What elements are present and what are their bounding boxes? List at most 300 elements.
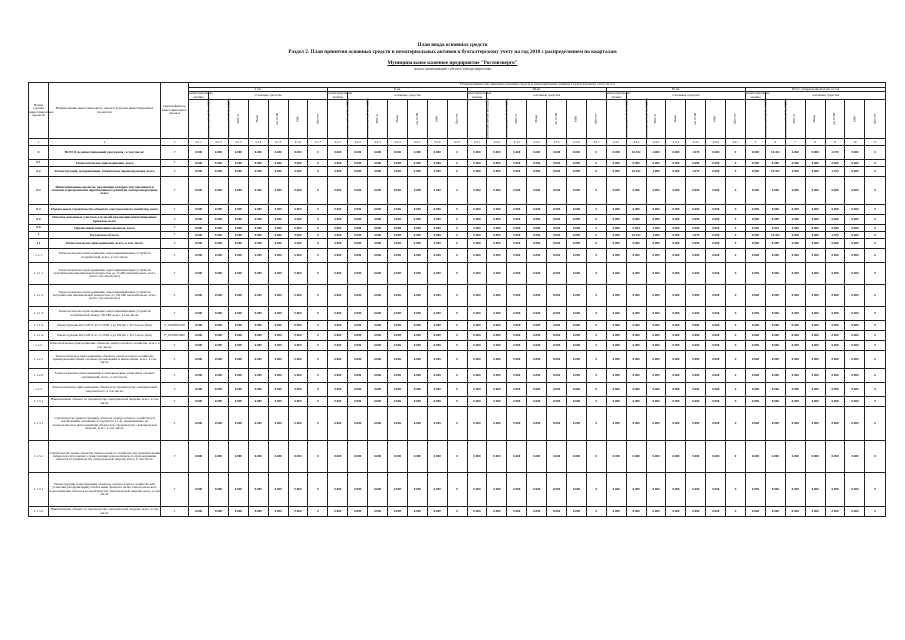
os-total-header: всего (млн рублей без НДС) xyxy=(487,100,507,139)
value-cell: 0.000 xyxy=(507,167,527,177)
value-cell: 0.000 xyxy=(547,232,567,239)
value-cell: 0.000 xyxy=(348,167,368,177)
unit-header: Мвар xyxy=(805,100,825,139)
value-cell: 0.000 xyxy=(208,407,228,441)
column-number: 4.2.4 xyxy=(388,139,408,146)
value-cell: 0.000 xyxy=(328,321,348,331)
value-cell: 0.000 xyxy=(547,285,567,307)
value-cell: 0 xyxy=(865,383,886,397)
value-cell: 0.000 xyxy=(606,507,626,517)
value-cell: 0.000 xyxy=(547,263,567,285)
value-cell: 0.000 xyxy=(626,321,646,331)
value-cell: 0.000 xyxy=(407,341,427,351)
value-cell: 0.000 xyxy=(785,215,805,225)
table-row xyxy=(29,441,886,473)
row-id: Г xyxy=(161,441,189,473)
value-cell: 0 xyxy=(447,441,467,473)
value-cell: 0.000 xyxy=(646,215,666,225)
os-total-header: всего (млн рублей без НДС) xyxy=(765,100,785,139)
unit-header: МВт xyxy=(567,100,587,139)
row-number: 1 xyxy=(29,232,49,239)
value-cell: 0.000 xyxy=(467,331,487,341)
value-cell: 0.000 xyxy=(825,215,845,225)
value-cell: 0.000 xyxy=(348,407,368,441)
value-cell: 0.000 xyxy=(348,351,368,369)
row-number: 1.1 xyxy=(29,239,49,249)
value-cell: 0.000 xyxy=(666,215,686,225)
value-cell: 0.000 xyxy=(467,321,487,331)
row-number: 0 xyxy=(29,146,49,160)
value-cell: 0.000 xyxy=(567,160,587,167)
value-cell: 0.000 xyxy=(407,473,427,507)
value-cell: 0 xyxy=(726,167,746,177)
value-cell: 0.000 xyxy=(507,307,527,321)
value-cell: 0.000 xyxy=(785,331,805,341)
unit-header: км ЛЭП xyxy=(825,100,845,139)
value-cell: 0.000 xyxy=(527,441,547,473)
column-number: 4.2.2 xyxy=(348,139,368,146)
value-cell: 0.000 xyxy=(686,160,706,167)
value-cell: 0.000 xyxy=(268,263,288,285)
value-cell: 0.000 xyxy=(706,177,726,205)
value-cell: 0.000 xyxy=(228,369,248,383)
value-cell: 0.000 xyxy=(507,407,527,441)
value-cell: 0 xyxy=(308,441,328,473)
value-cell: 0 xyxy=(865,177,886,205)
value-cell: 2.070 xyxy=(686,146,706,160)
value-cell: 0.000 xyxy=(427,473,447,507)
value-cell: 0.000 xyxy=(388,441,408,473)
value-cell: 0.000 xyxy=(507,225,527,232)
value-cell: 0.000 xyxy=(189,307,209,321)
value-cell: 0 xyxy=(865,215,886,225)
value-cell: 0.000 xyxy=(427,507,447,517)
value-cell: 0.000 xyxy=(845,507,865,517)
value-cell: 0.000 xyxy=(765,351,785,369)
value-cell: 0.000 xyxy=(427,383,447,397)
value-cell: 0.000 xyxy=(248,441,268,473)
value-cell: 0.000 xyxy=(706,215,726,225)
row-number: 1.1.3.1 xyxy=(29,441,49,473)
value-cell: 0.000 xyxy=(288,397,308,407)
value-cell: 0.000 xyxy=(407,215,427,225)
value-cell: 0.000 xyxy=(388,146,408,160)
value-cell: 0.000 xyxy=(268,167,288,177)
value-cell: 0.000 xyxy=(467,225,487,232)
value-cell: 0.000 xyxy=(646,239,666,249)
value-cell: 0.000 xyxy=(348,331,368,341)
value-cell: 0 xyxy=(726,205,746,215)
value-cell: 0.000 xyxy=(189,441,209,473)
value-cell: 0.000 xyxy=(666,167,686,177)
value-cell: 0.000 xyxy=(805,225,825,232)
value-cell: 0.000 xyxy=(825,177,845,205)
value-cell: 0.000 xyxy=(666,473,686,507)
value-cell: 0.000 xyxy=(328,473,348,507)
value-cell: 0.000 xyxy=(388,407,408,441)
value-cell: 0.000 xyxy=(208,397,228,407)
value-cell: 0.000 xyxy=(288,383,308,397)
value-cell: 0.000 xyxy=(368,383,388,397)
value-cell: 0.000 xyxy=(288,232,308,239)
value-cell: 0.000 xyxy=(706,307,726,321)
value-cell: 0.000 xyxy=(686,407,706,441)
value-cell: 0.000 xyxy=(288,146,308,160)
value-cell: 0.000 xyxy=(825,369,845,383)
value-cell: 0.000 xyxy=(626,397,646,407)
value-cell: 0.000 xyxy=(785,351,805,369)
column-number: 4.2.7 xyxy=(447,139,467,146)
value-cell: 0.000 xyxy=(765,215,785,225)
value-cell: 0.000 xyxy=(268,407,288,441)
row-name: Ростовская область xyxy=(49,232,161,239)
value-cell: 0.000 xyxy=(407,160,427,167)
value-cell: 0.000 xyxy=(765,307,785,321)
row-id: Г xyxy=(161,232,189,239)
value-cell: 0.000 xyxy=(567,321,587,331)
value-cell: 0 xyxy=(726,177,746,205)
value-cell: 0.000 xyxy=(248,239,268,249)
value-cell: 0.000 xyxy=(368,369,388,383)
value-cell: 0.000 xyxy=(189,146,209,160)
value-cell: 0.000 xyxy=(626,331,646,341)
column-number: 9 xyxy=(825,139,845,146)
table-row xyxy=(29,369,886,383)
value-cell: 0.000 xyxy=(407,441,427,473)
value-cell: 0.000 xyxy=(626,205,646,215)
value-cell: 0.000 xyxy=(706,205,726,215)
unit-header: МВ×А xyxy=(785,100,805,139)
value-cell: 0.000 xyxy=(527,369,547,383)
value-cell: 0.000 xyxy=(686,369,706,383)
value-cell: 0.000 xyxy=(686,249,706,263)
value-cell: 0.000 xyxy=(388,351,408,369)
value-cell: 0 xyxy=(586,146,606,160)
value-cell: 0 xyxy=(586,441,606,473)
value-cell: 0.000 xyxy=(746,407,766,441)
value-cell: 0.000 xyxy=(547,167,567,177)
value-cell: 0 xyxy=(586,397,606,407)
value-cell: 0.000 xyxy=(288,507,308,517)
value-cell: 0.000 xyxy=(765,239,785,249)
table-row xyxy=(29,507,886,517)
value-cell: 0.000 xyxy=(666,177,686,205)
value-cell: 0.000 xyxy=(666,341,686,351)
unit-header: Мвар xyxy=(248,100,268,139)
value-cell: 0 xyxy=(447,249,467,263)
value-cell: 2.070 xyxy=(686,232,706,239)
value-cell: 0.000 xyxy=(328,225,348,232)
value-cell: 0.000 xyxy=(228,167,248,177)
company-caption: полное наименование субъекта электроэнергетики xyxy=(413,67,492,71)
row-name: Наименование объекта по производству электрической энергии, всего, в том числе: xyxy=(49,397,161,407)
row-number: 1.1.2.2 xyxy=(29,369,49,383)
value-cell: 0 xyxy=(308,285,328,307)
value-cell: 0.000 xyxy=(567,249,587,263)
value-cell: 0.000 xyxy=(228,321,248,331)
value-cell: 0.000 xyxy=(706,321,726,331)
value-cell: 0.000 xyxy=(248,351,268,369)
nma-total-header: всего (млн рублей без НДС) xyxy=(467,100,487,139)
value-cell: 0.000 xyxy=(805,369,825,383)
value-cell: 0.000 xyxy=(208,263,228,285)
value-cell: 0 xyxy=(586,249,606,263)
value-cell: 0 xyxy=(726,331,746,341)
value-cell: 10.452 xyxy=(626,167,646,177)
row-name: Строительство новых объектов электросетевого хозяйства для удовлетворения интересов сети в целях осуществления технологического присоединения объектов по производству электрической энергии, всего, в том числе: xyxy=(49,441,161,473)
value-cell: 0.000 xyxy=(825,249,845,263)
value-cell: 0 xyxy=(865,407,886,441)
value-cell: 0.000 xyxy=(467,441,487,473)
value-cell: 0.000 xyxy=(845,321,865,331)
column-number: 4.4.7 xyxy=(726,139,746,146)
value-cell: 0.000 xyxy=(626,369,646,383)
value-cell: 0.000 xyxy=(706,369,726,383)
value-cell: 0 xyxy=(447,167,467,177)
value-cell: 0 xyxy=(586,232,606,239)
value-cell: 0.000 xyxy=(427,167,447,177)
value-cell: 0.000 xyxy=(626,341,646,351)
value-cell: 0.000 xyxy=(507,205,527,215)
value-cell: 0.000 xyxy=(746,341,766,351)
value-cell: 0.000 xyxy=(805,239,825,249)
value-cell: 0.000 xyxy=(527,341,547,351)
value-cell: 0.000 xyxy=(268,351,288,369)
value-cell: 0.000 xyxy=(228,263,248,285)
value-cell: 0.000 xyxy=(189,321,209,331)
value-cell: 0.000 xyxy=(805,215,825,225)
value-cell: 0.000 xyxy=(467,205,487,215)
value-cell: 0.000 xyxy=(606,239,626,249)
value-cell: 0.994 xyxy=(765,225,785,232)
value-cell: 0.000 xyxy=(467,407,487,441)
value-cell: 0.000 xyxy=(487,249,507,263)
value-cell: 0.000 xyxy=(368,397,388,407)
section-title: Раздел 2. План принятия основных средств и нематериальных активов к бухгалтерскому учету на год 2018 с распределением по кварталам xyxy=(288,49,617,55)
column-number: 4.3.3 xyxy=(507,139,527,146)
value-cell: 0.000 xyxy=(208,239,228,249)
value-cell: 0.000 xyxy=(507,331,527,341)
value-cell: 0.000 xyxy=(388,215,408,225)
value-cell: 0.000 xyxy=(348,369,368,383)
value-cell: 0.000 xyxy=(706,160,726,167)
value-cell: 0 xyxy=(447,177,467,205)
value-cell: 0 xyxy=(865,341,886,351)
value-cell: 0.000 xyxy=(666,146,686,160)
value-cell: 0.000 xyxy=(189,177,209,205)
nma-header: нематериальные активы xyxy=(467,91,492,99)
value-cell: 0.000 xyxy=(268,383,288,397)
value-cell: 0 xyxy=(586,473,606,507)
value-cell: 0.000 xyxy=(268,146,288,160)
value-cell: 0.000 xyxy=(467,397,487,407)
value-cell: 0 xyxy=(308,321,328,331)
value-cell: 0.000 xyxy=(845,160,865,167)
value-cell: 0.000 xyxy=(845,473,865,507)
value-cell: 0.000 xyxy=(746,177,766,205)
value-cell: 0.000 xyxy=(547,160,567,167)
value-cell: 0 xyxy=(726,146,746,160)
row-number: 1.1.2 xyxy=(29,341,49,351)
value-cell: 0.000 xyxy=(388,285,408,307)
column-number: 7 xyxy=(785,139,805,146)
value-cell: 0.000 xyxy=(407,285,427,307)
value-cell: 0.000 xyxy=(288,369,308,383)
column-number: 5 xyxy=(746,139,766,146)
value-cell: 0.000 xyxy=(606,160,626,167)
value-cell: 0.000 xyxy=(765,407,785,441)
value-cell: 0.000 xyxy=(208,331,228,341)
value-cell: 0 xyxy=(726,507,746,517)
column-number: 4.1.2 xyxy=(208,139,228,146)
value-cell: 0.000 xyxy=(805,205,825,215)
value-cell: 0.000 xyxy=(368,205,388,215)
value-cell: 0.000 xyxy=(328,215,348,225)
value-cell: 0.000 xyxy=(626,473,646,507)
value-cell: 2.070 xyxy=(686,167,706,177)
table-row xyxy=(29,383,886,397)
value-cell: 0.000 xyxy=(845,383,865,397)
value-cell: 0.000 xyxy=(288,160,308,167)
row-name: Технологическое присоединение энергопринимающих устройств потребителей максимальной мощностью до 150 кВт включительно, всего (всего строительство) xyxy=(49,285,161,307)
value-cell: 0.000 xyxy=(507,441,527,473)
value-cell: 0.000 xyxy=(706,351,726,369)
value-cell: 0.000 xyxy=(328,307,348,321)
value-cell: 0.000 xyxy=(189,369,209,383)
value-cell: 0.000 xyxy=(368,507,388,517)
quarter-header-3: III кв. xyxy=(467,87,606,92)
value-cell: 0.000 xyxy=(606,473,626,507)
value-cell: 0.000 xyxy=(765,473,785,507)
value-cell: 0.000 xyxy=(646,507,666,517)
value-cell: 0.000 xyxy=(189,351,209,369)
value-cell: 0.000 xyxy=(606,225,626,232)
value-cell: 0.000 xyxy=(328,441,348,473)
value-cell: 0.000 xyxy=(208,321,228,331)
value-cell: 0.000 xyxy=(626,507,646,517)
value-cell: 0.000 xyxy=(547,473,567,507)
value-cell: 0.000 xyxy=(507,351,527,369)
value-cell: 0.000 xyxy=(348,146,368,160)
value-cell: 0.000 xyxy=(825,397,845,407)
value-cell: 0 xyxy=(447,341,467,351)
value-cell: 0.000 xyxy=(845,331,865,341)
value-cell: 0.000 xyxy=(388,307,408,321)
value-cell: 0.000 xyxy=(328,331,348,341)
row-name: Реконструкция, модернизация, техническое перевооружение, всего xyxy=(49,167,161,177)
value-cell: 0 xyxy=(865,307,886,321)
value-cell: 0.000 xyxy=(348,285,368,307)
value-cell: 0.000 xyxy=(368,473,388,507)
value-cell: 0.000 xyxy=(248,285,268,307)
value-cell: 0 xyxy=(865,263,886,285)
row-id: F_0183002682 xyxy=(161,331,189,341)
value-cell: 0.000 xyxy=(785,369,805,383)
value-cell: 0.000 xyxy=(407,397,427,407)
value-cell: 0.000 xyxy=(845,215,865,225)
value-cell: 0.000 xyxy=(328,341,348,351)
value-cell: 0.000 xyxy=(785,285,805,307)
value-cell: 0.000 xyxy=(388,331,408,341)
value-cell: 0.000 xyxy=(407,331,427,341)
quarter-header-2: II кв. xyxy=(328,87,467,92)
value-cell: 0.000 xyxy=(228,177,248,205)
value-cell: 4.000 xyxy=(785,225,805,232)
value-cell: 0.000 xyxy=(467,146,487,160)
value-cell: 0.000 xyxy=(348,341,368,351)
value-cell: 0 xyxy=(447,351,467,369)
value-cell: 0.000 xyxy=(706,397,726,407)
value-cell: 0.000 xyxy=(487,146,507,160)
value-cell: 0.000 xyxy=(785,177,805,205)
value-cell: 0.000 xyxy=(248,307,268,321)
column-number: 4.1.4 xyxy=(248,139,268,146)
column-number: 10 xyxy=(845,139,865,146)
value-cell: 0.000 xyxy=(189,160,209,167)
value-cell: 0.000 xyxy=(626,285,646,307)
value-cell: 0.000 xyxy=(666,249,686,263)
value-cell: 0 xyxy=(726,249,746,263)
value-cell: 0.000 xyxy=(805,507,825,517)
value-cell: 0.000 xyxy=(268,397,288,407)
value-cell: 0.000 xyxy=(686,341,706,351)
table-row xyxy=(29,177,886,205)
value-cell: 0 xyxy=(447,239,467,249)
unit-header: км ЛЭП xyxy=(268,100,288,139)
value-cell: 0.000 xyxy=(208,285,228,307)
value-cell: 0.000 xyxy=(268,285,288,307)
value-cell: 0.000 xyxy=(706,507,726,517)
value-cell: 0.000 xyxy=(368,160,388,167)
row-number: 1.1.1.3 xyxy=(29,307,49,321)
value-cell: 0.000 xyxy=(646,383,666,397)
value-cell: 0.000 xyxy=(626,177,646,205)
value-cell: 0.000 xyxy=(467,307,487,321)
value-cell: 0.000 xyxy=(487,507,507,517)
value-cell: 0.000 xyxy=(248,225,268,232)
value-cell: 0.000 xyxy=(666,263,686,285)
value-cell: 0.000 xyxy=(487,232,507,239)
value-cell: 0 xyxy=(447,225,467,232)
value-cell: 0.000 xyxy=(746,331,766,341)
value-cell: 0.000 xyxy=(487,473,507,507)
value-cell: 0.000 xyxy=(288,249,308,263)
column-number: 4.1.3 xyxy=(228,139,248,146)
value-cell: 0.000 xyxy=(228,205,248,215)
column-number: 4.2.6 xyxy=(427,139,447,146)
value-cell: 10.452 xyxy=(765,167,785,177)
value-cell: 0.000 xyxy=(189,215,209,225)
value-cell: 0 xyxy=(308,249,328,263)
value-cell: 0.000 xyxy=(348,507,368,517)
value-cell: 0.000 xyxy=(646,285,666,307)
value-cell: 0 xyxy=(447,160,467,167)
value-cell: 0.000 xyxy=(467,351,487,369)
value-cell: 0.000 xyxy=(328,177,348,205)
row-name: Инвестиционные проекты, реализация которых обуславливается схемами и программами перспективного развития электроэнергетики, всего xyxy=(49,177,161,205)
value-cell: 0.000 xyxy=(547,397,567,407)
nma-header: нематериальные активы xyxy=(746,91,770,99)
value-cell: 0.000 xyxy=(507,473,527,507)
value-cell: 0 xyxy=(447,369,467,383)
value-cell: 0 xyxy=(726,215,746,225)
value-cell: 0.000 xyxy=(388,160,408,167)
value-cell: 0.000 xyxy=(606,441,626,473)
value-cell: 0 xyxy=(308,407,328,441)
value-cell: 0.000 xyxy=(288,307,308,321)
value-cell: 0.000 xyxy=(606,331,626,341)
value-cell: 0.000 xyxy=(427,225,447,232)
